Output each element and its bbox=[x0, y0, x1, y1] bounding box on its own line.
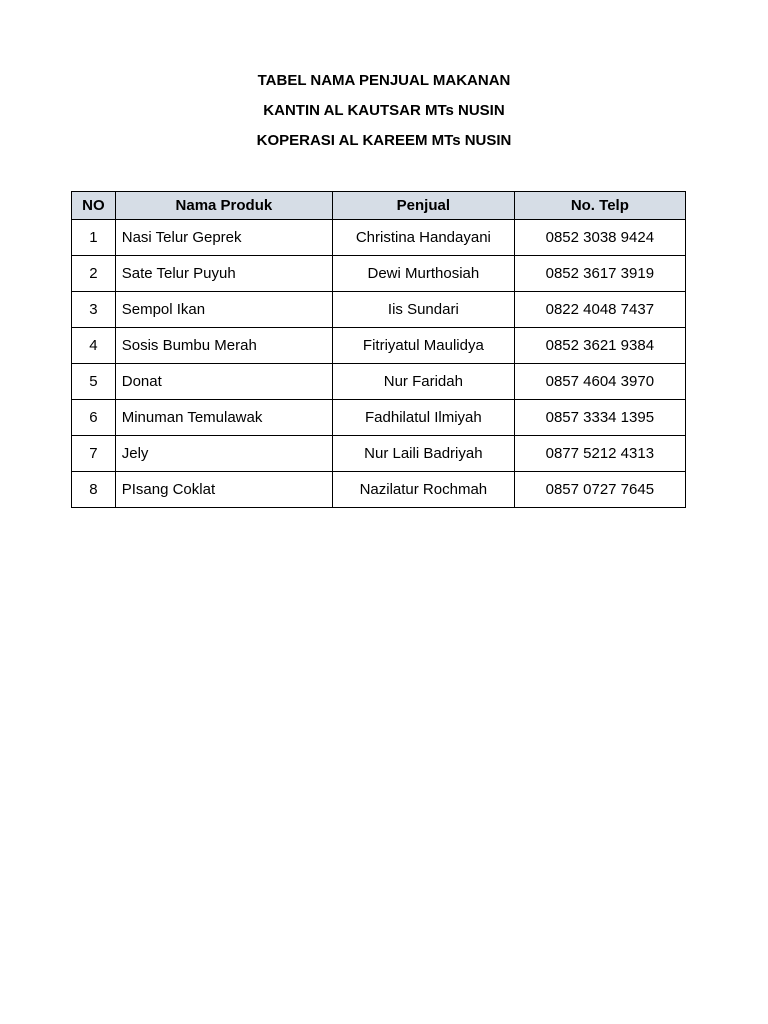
header-product: Nama Produk bbox=[115, 192, 332, 220]
cell-seller: Christina Handayani bbox=[333, 220, 515, 256]
cell-phone: 0852 3617 3919 bbox=[514, 256, 685, 292]
cell-phone: 0877 5212 4313 bbox=[514, 436, 685, 472]
seller-table bbox=[71, 191, 686, 508]
cell-seller: Dewi Murthosiah bbox=[333, 256, 515, 292]
cell-product: Sempol Ikan bbox=[115, 292, 332, 328]
document-title bbox=[0, 70, 768, 160]
header-no: NO bbox=[72, 192, 116, 220]
cell-seller: Fitriyatul Maulidya bbox=[333, 328, 515, 364]
table-row bbox=[72, 436, 686, 472]
table-row bbox=[72, 400, 686, 436]
table-row bbox=[72, 472, 686, 508]
cell-product: PIsang Coklat bbox=[115, 472, 332, 508]
table-row bbox=[72, 256, 686, 292]
cell-product: Minuman Temulawak bbox=[115, 400, 332, 436]
table-row bbox=[72, 328, 686, 364]
cell-seller: Nur Laili Badriyah bbox=[333, 436, 515, 472]
table-row bbox=[72, 364, 686, 400]
cell-product: Sate Telur Puyuh bbox=[115, 256, 332, 292]
cell-no: 7 bbox=[72, 436, 116, 472]
cell-seller: Fadhilatul Ilmiyah bbox=[333, 400, 515, 436]
cell-product: Sosis Bumbu Merah bbox=[115, 328, 332, 364]
cell-no: 8 bbox=[72, 472, 116, 508]
cell-no: 3 bbox=[72, 292, 116, 328]
header-seller: Penjual bbox=[333, 192, 515, 220]
table-row bbox=[72, 292, 686, 328]
cell-product: Jely bbox=[115, 436, 332, 472]
title-line-2: KANTIN AL KAUTSAR MTs NUSIN bbox=[263, 102, 505, 119]
cell-no: 2 bbox=[72, 256, 116, 292]
cell-phone: 0852 3038 9424 bbox=[514, 220, 685, 256]
table-body bbox=[72, 220, 686, 508]
cell-phone: 0857 4604 3970 bbox=[514, 364, 685, 400]
cell-phone: 0857 0727 7645 bbox=[514, 472, 685, 508]
title-line-1: TABEL NAMA PENJUAL MAKANAN bbox=[257, 72, 511, 89]
cell-product: Nasi Telur Geprek bbox=[115, 220, 332, 256]
cell-no: 4 bbox=[72, 328, 116, 364]
cell-phone: 0822 4048 7437 bbox=[514, 292, 685, 328]
cell-phone: 0852 3621 9384 bbox=[514, 328, 685, 364]
table-header-row bbox=[72, 192, 686, 220]
title-line-3: KOPERASI AL KAREEM MTs NUSIN bbox=[256, 132, 512, 149]
cell-no: 6 bbox=[72, 400, 116, 436]
cell-phone: 0857 3334 1395 bbox=[514, 400, 685, 436]
header-phone: No. Telp bbox=[514, 192, 685, 220]
cell-no: 5 bbox=[72, 364, 116, 400]
cell-seller: Nur Faridah bbox=[333, 364, 515, 400]
cell-no: 1 bbox=[72, 220, 116, 256]
cell-seller: Nazilatur Rochmah bbox=[333, 472, 515, 508]
cell-product: Donat bbox=[115, 364, 332, 400]
cell-seller: Iis Sundari bbox=[333, 292, 515, 328]
table-row bbox=[72, 220, 686, 256]
